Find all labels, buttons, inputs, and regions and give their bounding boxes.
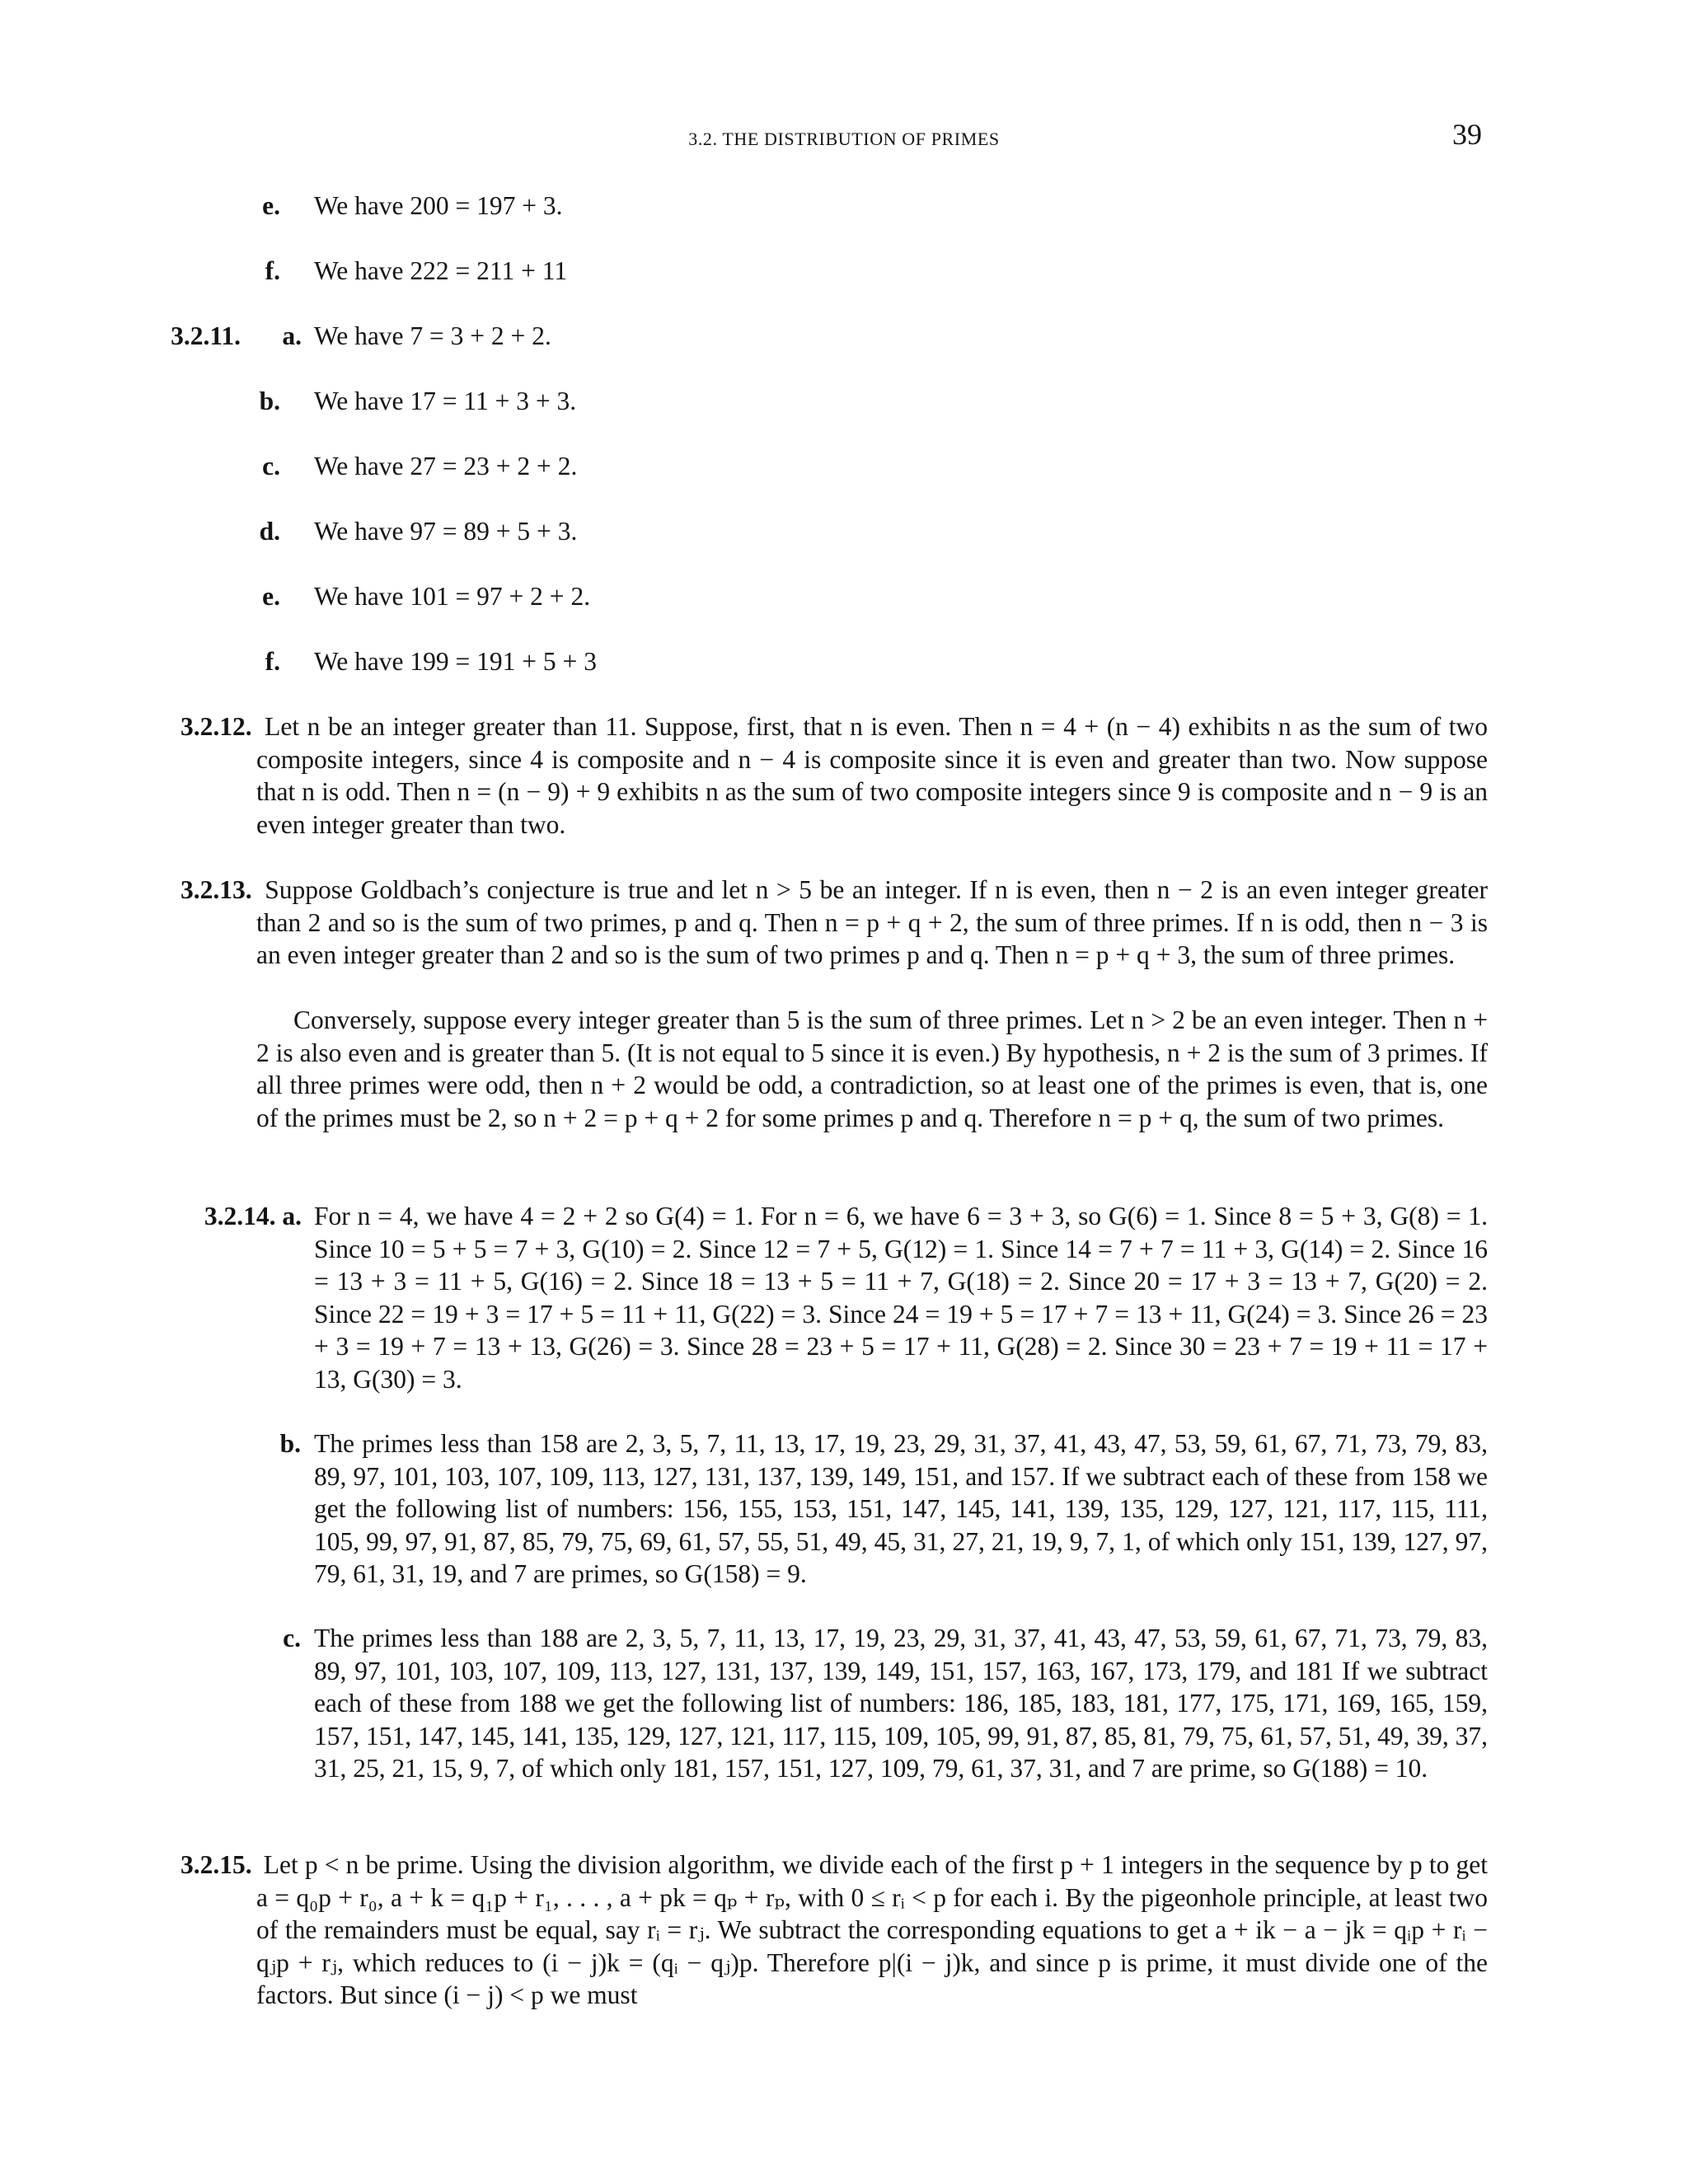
exercise-number: 3.2.13. <box>181 875 252 904</box>
list-item <box>0 190 1688 223</box>
item-text: We have 200 = 197 + 3. <box>314 191 563 220</box>
item-label: e. <box>262 582 280 611</box>
item-text: We have 97 = 89 + 5 + 3. <box>314 517 578 546</box>
list-item <box>0 320 1688 353</box>
list-item <box>0 450 1688 483</box>
exercise-3-2-14-c <box>314 1622 1488 1785</box>
item-text: We have 101 = 97 + 2 + 2. <box>314 582 591 611</box>
item-text: We have 199 = 191 + 5 + 3 <box>314 647 597 676</box>
list-item <box>0 385 1688 418</box>
item-text: We have 222 = 211 + 11 <box>314 256 568 285</box>
item-label: a. <box>282 321 302 350</box>
exercise-number: 3.2.12. <box>181 712 252 741</box>
list-item <box>0 515 1688 548</box>
exercise-3-2-13-paragraph-2 <box>256 1004 1488 1134</box>
item-label: f. <box>265 647 280 676</box>
exercise-3-2-13 <box>181 874 1489 972</box>
item-label: a. <box>282 1202 302 1230</box>
exercise-number: 3.2.14. <box>204 1202 276 1230</box>
item-label: b. <box>279 1429 301 1458</box>
item-text: The primes less than 158 are 2, 3, 5, 7, 11, 13, 17, 19, 23, 29, 31, 37, 41, 43, 47, 53, 59, 61, 67, 71, 73, 79, 83, 89, 97, 101, 103, 107, 109, 113, 127, 131, 137, 139, 149, 151, and 157. If we subtract each of these from 158 we get the following list of numbers: 156, 155, 153, 151, 147, 145, 141, 139, 135, 129, 127, 121, 117, 115, 111, 105, 99, 97, 91, 87, 85, 79, 75, 69, 61, 57, 55, 51, 49, 45, 31, 27, 21, 19, 9, 7, 1, of which only 151, 139, 127, 97, 79, 61, 31, 19, and 7 are primes, so G(158) = 9. <box>314 1429 1488 1588</box>
exercise-3-2-14-b <box>314 1427 1488 1591</box>
item-label: c. <box>262 452 280 480</box>
running-title: 3.2. THE DISTRIBUTION OF PRIMES <box>688 129 1000 149</box>
exercise-text: Let n be an integer greater than 11. Suppose, first, that n is even. Then n = 4 + (n − 4) exhibits n as the sum of two composite integers, since 4 is composite and n − 4 is composite since it is even and greater than two. Now suppose that n is odd. Then n = (n − 9) + 9 exhibits n as the sum of two composite integers since 9 is composite and n − 9 is an even integer greater than two. <box>256 712 1489 839</box>
exercise-text: Suppose Goldbach’s conjecture is true and let n > 5 be an integer. If n is even, then n − 2 is an even integer greater than 2 and so is the sum of two primes, p and q. Then n = p + q + 2, the sum of three primes. If n is odd, then n − 3 is an even integer greater than 2 and so is the sum of two primes p and q. Then n = p + q + 3, the sum of three primes. <box>256 875 1489 969</box>
item-text: We have 17 = 11 + 3 + 3. <box>314 387 577 415</box>
item-label: f. <box>265 256 280 285</box>
running-header <box>0 118 1688 158</box>
page-number: 39 <box>1452 118 1482 151</box>
item-label: d. <box>259 517 280 546</box>
list-item <box>0 580 1688 613</box>
exercise-number: 3.2.15. <box>181 1850 252 1879</box>
item-text: For n = 4, we have 4 = 2 + 2 so G(4) = 1. For n = 6, we have 6 = 3 + 3, so G(6) = 1. Since 8 = 5 + 3, G(8) = 1. Since 10 = 5 + 5 = 7 + 3, G(10) = 2. Since 12 = 7 + 5, G(12) = 1. Since 14 = 7 + 7 = 11 + 3, G(14) = 2. Since 16 = 13 + 3 = 11 + 5, G(16) = 2. Since 18 = 13 + 5 = 11 + 7, G(18) = 2. Since 20 = 17 + 3 = 13 + 7, G(20) = 2. Since 22 = 19 + 3 = 17 + 5 = 11 + 11, G(22) = 3. Since 24 = 19 + 5 = 17 + 7 = 13 + 11, G(24) = 3. Since 26 = 23 + 3 = 19 + 7 = 13 + 13, G(26) = 3. Since 28 = 23 + 5 = 17 + 11, G(28) = 2. Since 30 = 23 + 7 = 19 + 11 = 17 + 13, G(30) = 3. <box>314 1202 1488 1394</box>
item-label: b. <box>259 387 280 415</box>
exercise-3-2-12 <box>181 710 1489 841</box>
item-label: c. <box>283 1624 301 1652</box>
exercise-number: 3.2.11. <box>171 321 241 350</box>
list-item <box>0 255 1688 288</box>
exercise-label <box>0 1200 302 1233</box>
exercise-text: Conversely, suppose every integer greater than 5 is the sum of three primes. Let n > 2 be an even integer. Then n + 2 is also even and is greater than 5. (It is not equal to 5 since it is even.) By hypothesis, n + 2 is the sum of 3 primes. If all three primes were odd, then n + 2 would be odd, a contradiction, so at least one of the primes is even, that is, one of the primes must be 2, so n + 2 = p + q + 2 for some primes p and q. Therefore n = p + q, the sum of two primes. <box>256 1005 1488 1132</box>
item-text: We have 7 = 3 + 2 + 2. <box>314 321 551 350</box>
exercise-3-2-15 <box>181 1849 1489 2012</box>
item-label: e. <box>262 191 280 220</box>
list-item <box>0 645 1688 678</box>
item-text: The primes less than 188 are 2, 3, 5, 7, 11, 13, 17, 19, 23, 29, 31, 37, 41, 43, 47, 53, 59, 61, 67, 71, 73, 79, 83, 89, 97, 101, 103, 107, 109, 113, 127, 131, 137, 139, 149, 151, 157, 163, 167, 173, 179, and 181 If we subtract each of these from 188 we get the following list of numbers: 186, 185, 183, 181, 177, 175, 171, 169, 165, 159, 157, 151, 147, 145, 141, 135, 129, 127, 121, 117, 115, 109, 105, 99, 91, 87, 85, 81, 79, 75, 61, 57, 51, 49, 39, 37, 31, 25, 21, 15, 9, 7, of which only 181, 157, 151, 127, 109, 79, 61, 37, 31, and 7 are prime, so G(188) = 10. <box>314 1624 1488 1783</box>
exercise-text: Let p < n be prime. Using the division algorithm, we divide each of the first p + 1 integers in the sequence by p to get a = q₀p + r₀, a + k = q₁p + r₁, . . . , a + pk = qₚ + rₚ, with 0 ≤ rᵢ < p for each i. By the pigeonhole principle, at least two of the remainders must be equal, say rᵢ = rⱼ. We subtract the corresponding equations to get a + ik − a − jk = qᵢp + rᵢ − qⱼp + rⱼ, which reduces to (i − j)k = (qᵢ − qⱼ)p. Therefore p|(i − j)k, and since p is prime, it must divide one of the factors. But since (i − j) < p we must <box>256 1850 1489 2009</box>
item-text: We have 27 = 23 + 2 + 2. <box>314 452 578 480</box>
exercise-3-2-14-a <box>314 1200 1488 1395</box>
